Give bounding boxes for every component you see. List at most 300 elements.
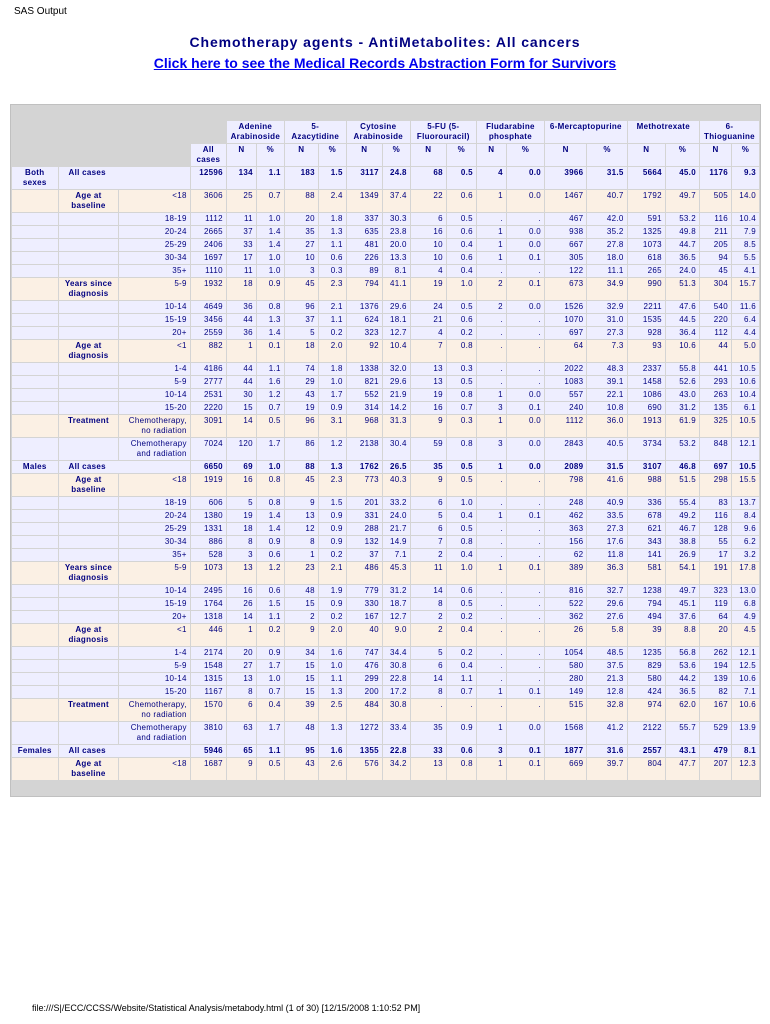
row-group-sex: Both sexes (12, 167, 58, 189)
cell-count: 669 (545, 758, 586, 780)
cell-percent: 0.9 (319, 598, 346, 610)
cell-all-cases: 1687 (191, 758, 226, 780)
cell-percent: 0.1 (507, 745, 544, 757)
cell-percent: 31.5 (587, 461, 626, 473)
cell-percent: 12.8 (587, 686, 626, 698)
row-group-sex (12, 327, 58, 339)
row-label-level: 10-14 (119, 585, 189, 597)
row-label-all-cases: All cases (59, 745, 190, 757)
abstraction-form-link[interactable]: Click here to see the Medical Records Abstraction Form for Survivors (153, 55, 617, 71)
cell-percent: 0.4 (447, 624, 476, 646)
cell-percent: 0.2 (447, 647, 476, 659)
cell-percent: 0.0 (507, 301, 544, 313)
row-group-category (59, 363, 119, 375)
cell-count: 1349 (347, 190, 382, 212)
cell-count: 33 (411, 745, 446, 757)
cell-all-cases: 1570 (191, 699, 226, 721)
cell-count: 988 (628, 474, 665, 496)
cell-count: 167 (700, 699, 731, 721)
cell-count: 226 (347, 252, 382, 264)
row-label-level: 5-9 (119, 376, 189, 388)
col-header-n: N (347, 144, 382, 166)
cell-percent: 40.3 (383, 474, 410, 496)
cell-count: 794 (347, 278, 382, 300)
cell-percent: 10.8 (587, 402, 626, 414)
cell-count: 299 (347, 673, 382, 685)
cell-count: 128 (700, 523, 731, 535)
cell-percent: 0.7 (447, 686, 476, 698)
table-row (12, 699, 759, 721)
cell-percent: 53.2 (666, 438, 699, 460)
cell-count: 1877 (545, 745, 586, 757)
cell-count: 122 (545, 265, 586, 277)
cell-percent: 2.3 (319, 278, 346, 300)
cell-percent: 36.5 (666, 252, 699, 264)
cell-count: 18 (227, 523, 256, 535)
cell-count: 1526 (545, 301, 586, 313)
cell-count: 1338 (347, 363, 382, 375)
cell-count: . (477, 314, 506, 326)
cell-percent: 1.8 (319, 213, 346, 225)
cell-count: 10 (411, 252, 446, 264)
cell-count: 476 (347, 660, 382, 672)
cell-percent: 33.5 (587, 510, 626, 522)
cell-percent: 0.5 (257, 758, 284, 780)
cell-count: 134 (227, 167, 256, 189)
cell-count: 4 (411, 327, 446, 339)
cell-count: 938 (545, 226, 586, 238)
row-label-level: Chemotherapy, no radiation (119, 415, 189, 437)
row-group-category: Years since diagnosis (59, 562, 119, 584)
col-header-percent: % (507, 144, 544, 166)
cell-count: 323 (347, 327, 382, 339)
cell-count: 798 (545, 474, 586, 496)
cell-percent: 44.2 (666, 673, 699, 685)
cell-percent: 31.2 (666, 402, 699, 414)
row-label-level: 20-24 (119, 226, 189, 238)
row-group-sex (12, 510, 58, 522)
cell-percent: 1.6 (257, 376, 284, 388)
table-row (12, 389, 759, 401)
cell-percent: 14.9 (383, 536, 410, 548)
cell-count: 9 (411, 474, 446, 496)
cell-count: 94 (700, 252, 731, 264)
cell-count: 43 (285, 389, 318, 401)
cell-percent: . (507, 474, 544, 496)
cell-percent: 0.6 (447, 314, 476, 326)
cell-percent: . (507, 549, 544, 561)
cell-count: 2 (411, 624, 446, 646)
table-row (12, 415, 759, 437)
row-group-category (59, 376, 119, 388)
cell-count: 1 (285, 549, 318, 561)
row-group-sex (12, 523, 58, 535)
cell-percent: 7.1 (732, 686, 759, 698)
cell-count: . (477, 585, 506, 597)
cell-percent: . (507, 585, 544, 597)
table-row (12, 438, 759, 460)
cell-count: 9 (285, 497, 318, 509)
row-label-level: 1-4 (119, 647, 189, 659)
col-header-percent: % (732, 144, 759, 166)
cell-all-cases: 606 (191, 497, 226, 509)
row-label-level: <18 (119, 190, 189, 212)
cell-percent: 32.8 (587, 699, 626, 721)
cell-count: 33 (227, 239, 256, 251)
cell-count: 92 (347, 340, 382, 362)
cell-percent: 18.1 (383, 314, 410, 326)
cell-percent: 0.7 (447, 402, 476, 414)
row-group-sex (12, 624, 58, 646)
cell-percent: 0.8 (447, 536, 476, 548)
cell-count: 1355 (347, 745, 382, 757)
row-group-sex: Females (12, 745, 58, 757)
row-group-sex (12, 213, 58, 225)
cell-count: 9 (411, 415, 446, 437)
cell-count: 194 (700, 660, 731, 672)
cell-all-cases: 12596 (191, 167, 226, 189)
cell-percent: 0.3 (447, 363, 476, 375)
cell-count: 1 (477, 252, 506, 264)
cell-percent: 1.0 (447, 562, 476, 584)
cell-percent: 1.0 (447, 278, 476, 300)
cell-percent: 9.0 (383, 624, 410, 646)
cell-percent: 12.3 (732, 758, 759, 780)
cell-count: . (477, 660, 506, 672)
cell-percent: 11.8 (587, 549, 626, 561)
cell-count: 48 (285, 585, 318, 597)
table-row (12, 167, 759, 189)
cell-percent: . (507, 699, 544, 721)
cell-count: 44 (227, 314, 256, 326)
cell-percent: 27.3 (587, 327, 626, 339)
cell-count: 747 (347, 647, 382, 659)
cell-count: 690 (628, 402, 665, 414)
cell-count: 1073 (628, 239, 665, 251)
cell-count: . (477, 549, 506, 561)
cell-percent: 10.4 (732, 389, 759, 401)
cell-percent: 0.6 (447, 190, 476, 212)
cell-count: 88 (285, 190, 318, 212)
cell-percent: 0.6 (257, 585, 284, 597)
cell-count: 773 (347, 474, 382, 496)
row-group-sex (12, 376, 58, 388)
row-group-category (59, 585, 119, 597)
page-header: SAS Output (14, 6, 67, 17)
cell-count: 1325 (628, 226, 665, 238)
row-label-level: 25-29 (119, 523, 189, 535)
cell-percent: 0.8 (447, 389, 476, 401)
cell-percent: 2.0 (319, 624, 346, 646)
cell-count: 16 (227, 474, 256, 496)
cell-percent: 45.3 (383, 562, 410, 584)
row-label-level: 18-19 (119, 497, 189, 509)
cell-percent: 33.4 (383, 722, 410, 744)
cell-percent: 1.0 (447, 497, 476, 509)
cell-percent: 49.8 (666, 226, 699, 238)
cell-count: 27 (285, 239, 318, 251)
cell-percent: 62.0 (666, 699, 699, 721)
cell-percent: 1.2 (319, 438, 346, 460)
cell-percent: 0.6 (447, 226, 476, 238)
cell-count: 635 (347, 226, 382, 238)
cell-count: 1 (477, 239, 506, 251)
row-group-sex (12, 314, 58, 326)
cell-count: 167 (347, 611, 382, 623)
cell-count: 14 (411, 585, 446, 597)
cell-count: 2337 (628, 363, 665, 375)
cell-count: 331 (347, 510, 382, 522)
cell-all-cases: 2777 (191, 376, 226, 388)
cell-percent: 0.9 (319, 402, 346, 414)
row-group-category (59, 536, 119, 548)
cell-count: 1467 (545, 190, 586, 212)
cell-percent: 40.5 (587, 438, 626, 460)
table-row (12, 758, 759, 780)
cell-percent: 27.6 (587, 611, 626, 623)
cell-count: 462 (545, 510, 586, 522)
cell-count: 17 (700, 549, 731, 561)
cell-count: 304 (700, 278, 731, 300)
cell-count: 200 (347, 686, 382, 698)
cell-count: 13 (227, 673, 256, 685)
table-row (12, 523, 759, 535)
cell-percent: . (507, 363, 544, 375)
cell-percent: 17.8 (732, 562, 759, 584)
cell-percent: 1.1 (319, 314, 346, 326)
cell-percent: 7.1 (383, 549, 410, 561)
cell-percent: 24.0 (666, 265, 699, 277)
cell-percent: 34.4 (383, 647, 410, 659)
cell-count: 44 (227, 363, 256, 375)
table-row (12, 585, 759, 597)
cell-count: 580 (628, 673, 665, 685)
table-row (12, 314, 759, 326)
table-row (12, 624, 759, 646)
cell-count: 1 (477, 415, 506, 437)
cell-percent: 1.4 (257, 226, 284, 238)
cell-count: 263 (700, 389, 731, 401)
row-group-sex (12, 647, 58, 659)
cell-all-cases: 1315 (191, 673, 226, 685)
cell-percent: 0.8 (447, 340, 476, 362)
cell-count: 10 (285, 252, 318, 264)
row-label-level: 35+ (119, 549, 189, 561)
cell-count: 24 (411, 301, 446, 313)
cell-percent: 1.3 (319, 722, 346, 744)
subheader-blank (12, 144, 190, 166)
row-group-category (59, 722, 119, 744)
table-row (12, 562, 759, 584)
cell-count: 35 (411, 461, 446, 473)
cell-count: 6 (411, 523, 446, 535)
cell-percent: 22.8 (383, 673, 410, 685)
row-label-level: <18 (119, 758, 189, 780)
cell-percent: 11.1 (587, 265, 626, 277)
cell-percent: 1.5 (257, 598, 284, 610)
cell-count: 8 (411, 598, 446, 610)
cell-percent: 8.1 (732, 745, 759, 757)
cell-percent: 0.9 (319, 523, 346, 535)
cell-count: 293 (700, 376, 731, 388)
cell-percent: 49.7 (666, 585, 699, 597)
row-group-sex (12, 226, 58, 238)
cell-percent: 0.1 (507, 686, 544, 698)
cell-percent: 4.5 (732, 624, 759, 646)
cell-percent: 15.5 (732, 474, 759, 496)
cell-percent: 0.5 (447, 213, 476, 225)
cell-percent: 53.2 (666, 213, 699, 225)
cell-count: 14 (227, 415, 256, 437)
row-group-sex (12, 686, 58, 698)
cell-percent: 31.2 (383, 585, 410, 597)
cell-percent: 10.6 (666, 340, 699, 362)
cell-percent: 0.7 (257, 190, 284, 212)
cell-count: 424 (628, 686, 665, 698)
cell-percent: 0.0 (507, 722, 544, 744)
cell-percent: 13.3 (383, 252, 410, 264)
row-group-category (59, 226, 119, 238)
cell-count: 389 (545, 562, 586, 584)
cell-count: 11 (227, 265, 256, 277)
cell-count: 1054 (545, 647, 586, 659)
cell-count: 621 (628, 523, 665, 535)
cell-count: 139 (700, 673, 731, 685)
cell-count: 2138 (347, 438, 382, 460)
cell-count: 505 (700, 190, 731, 212)
cell-percent: 47.7 (666, 758, 699, 780)
table-row (12, 510, 759, 522)
cell-count: 13 (411, 363, 446, 375)
cell-count: 63 (227, 722, 256, 744)
report-title: Chemotherapy agents - AntiMetabolites: All cancers (189, 34, 581, 50)
cell-percent: . (507, 340, 544, 362)
cell-percent: 12.5 (732, 660, 759, 672)
cell-count: 3117 (347, 167, 382, 189)
row-label-level: 1-4 (119, 363, 189, 375)
cell-percent: 0.6 (447, 252, 476, 264)
cell-count: 3 (477, 402, 506, 414)
cell-percent: 49.2 (666, 510, 699, 522)
cell-count: 540 (700, 301, 731, 313)
cell-count: 89 (347, 265, 382, 277)
cell-percent: 18.7 (383, 598, 410, 610)
row-group-category (59, 611, 119, 623)
cell-percent: 44.7 (666, 239, 699, 251)
cell-percent: 0.4 (447, 265, 476, 277)
cell-all-cases: 1548 (191, 660, 226, 672)
cell-count: 479 (700, 745, 731, 757)
cell-count: 1238 (628, 585, 665, 597)
cell-percent: 46.8 (666, 461, 699, 473)
cell-count: 93 (628, 340, 665, 362)
cell-count: 3 (477, 438, 506, 460)
cell-percent: 0.0 (507, 190, 544, 212)
cell-percent: 13.7 (732, 497, 759, 509)
cell-percent: 40.7 (587, 190, 626, 212)
cell-percent: 0.5 (447, 167, 476, 189)
cell-percent: 8.4 (732, 510, 759, 522)
cell-count: 205 (700, 239, 731, 251)
cell-percent: 0.9 (257, 536, 284, 548)
cell-percent: 1.5 (319, 497, 346, 509)
cell-count: 141 (628, 549, 665, 561)
row-group-category: Age at diagnosis (59, 340, 119, 362)
cell-count: 207 (700, 758, 731, 780)
cell-count: 2 (285, 611, 318, 623)
cell-count: . (477, 363, 506, 375)
table-row (12, 660, 759, 672)
cell-percent: 0.6 (447, 745, 476, 757)
cell-percent: 36.4 (666, 327, 699, 339)
cell-count: 441 (700, 363, 731, 375)
cell-all-cases: 2665 (191, 226, 226, 238)
cell-percent: 0.2 (319, 611, 346, 623)
cell-count: 86 (285, 438, 318, 460)
table-row (12, 497, 759, 509)
row-group-sex: Males (12, 461, 58, 473)
cell-percent: 32.0 (383, 363, 410, 375)
cell-count: 14 (411, 673, 446, 685)
row-group-sex (12, 673, 58, 685)
cell-percent: . (507, 660, 544, 672)
cell-percent: 0.7 (257, 402, 284, 414)
row-label-level: Chemotherapy and radiation (119, 722, 189, 744)
table-row (12, 673, 759, 685)
cell-count: 96 (285, 415, 318, 437)
cell-percent: 0.1 (507, 278, 544, 300)
cell-count: 581 (628, 562, 665, 584)
cell-count: 1 (227, 624, 256, 646)
row-label-level: 5-9 (119, 278, 189, 300)
col-header-percent: % (447, 144, 476, 166)
row-label-level: Chemotherapy and radiation (119, 438, 189, 460)
cell-percent: 41.6 (587, 474, 626, 496)
cell-percent: 0.0 (507, 389, 544, 401)
cell-count: 68 (411, 167, 446, 189)
cell-count: 3966 (545, 167, 586, 189)
cell-percent: 31.0 (587, 314, 626, 326)
cell-count: 298 (700, 474, 731, 496)
cell-count: 515 (545, 699, 586, 721)
cell-percent: 1.6 (319, 647, 346, 659)
cell-percent: 1.9 (319, 585, 346, 597)
cell-all-cases: 1167 (191, 686, 226, 698)
cell-count: 30 (227, 389, 256, 401)
cell-percent: 0.8 (257, 301, 284, 313)
cell-count: 678 (628, 510, 665, 522)
cell-count: 576 (347, 758, 382, 780)
cell-percent: 4.9 (732, 611, 759, 623)
cell-count: 2843 (545, 438, 586, 460)
cell-count: 1 (477, 190, 506, 212)
cell-all-cases: 3091 (191, 415, 226, 437)
cell-percent: 2.1 (319, 301, 346, 313)
cell-count: 829 (628, 660, 665, 672)
cell-percent: 0.8 (257, 497, 284, 509)
cell-count: 15 (227, 402, 256, 414)
row-group-sex (12, 497, 58, 509)
cell-count: 135 (700, 402, 731, 414)
cell-count: 17 (227, 252, 256, 264)
cell-percent: 54.1 (666, 562, 699, 584)
cell-percent: . (507, 536, 544, 548)
cell-count: 280 (545, 673, 586, 685)
row-group-sex (12, 722, 58, 744)
table-row (12, 376, 759, 388)
cell-all-cases: 2495 (191, 585, 226, 597)
cell-percent: 10.5 (732, 415, 759, 437)
